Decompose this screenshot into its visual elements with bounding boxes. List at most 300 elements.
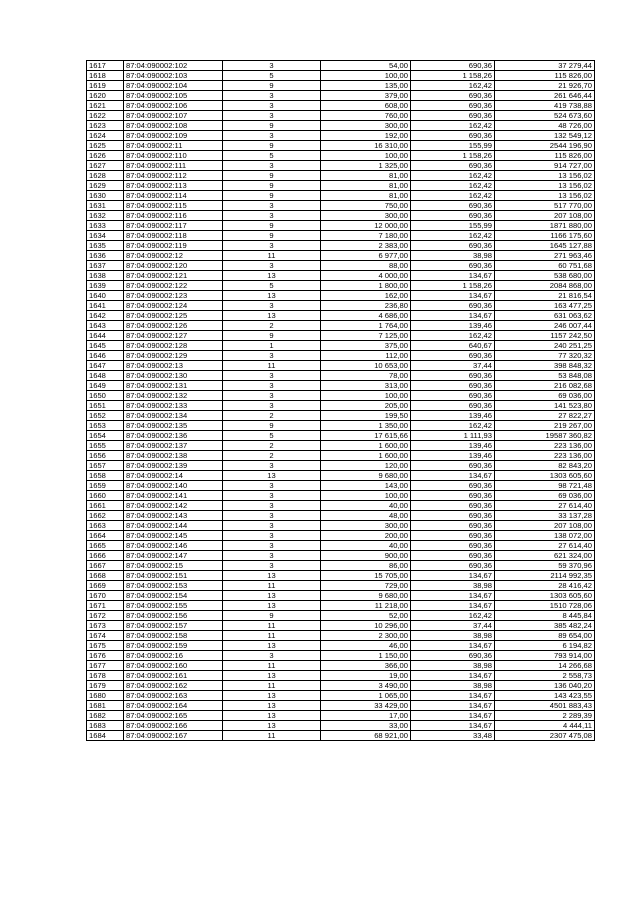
specific-value-cell: 690,36: [411, 371, 495, 381]
area-cell: 199,50: [321, 411, 411, 421]
table-row: [87, 711, 595, 721]
group-cell: 3: [223, 211, 321, 221]
row-number-cell: 1625: [87, 141, 124, 151]
cadastral-number-cell: 87:04:090002:111: [124, 161, 223, 171]
area-cell: 48,00: [321, 511, 411, 521]
table-row: [87, 661, 595, 671]
area-cell: 52,00: [321, 611, 411, 621]
row-number-cell: 1675: [87, 641, 124, 651]
row-number-cell: 1628: [87, 171, 124, 181]
cadastral-value-cell: 6 194,82: [495, 641, 595, 651]
table-row: [87, 131, 595, 141]
cadastral-value-cell: 1510 728,06: [495, 601, 595, 611]
cadastral-value-cell: 136 040,20: [495, 681, 595, 691]
cadastral-value-cell: 69 036,00: [495, 391, 595, 401]
area-cell: 100,00: [321, 491, 411, 501]
cadastral-value-cell: 28 416,42: [495, 581, 595, 591]
cadastral-number-cell: 87:04:090002:155: [124, 601, 223, 611]
row-number-cell: 1631: [87, 201, 124, 211]
group-cell: 3: [223, 261, 321, 271]
group-cell: 3: [223, 541, 321, 551]
cadastral-value-cell: 141 523,80: [495, 401, 595, 411]
table-row: [87, 681, 595, 691]
cadastral-value-cell: 21 816,54: [495, 291, 595, 301]
cadastral-number-cell: 87:04:090002:136: [124, 431, 223, 441]
group-cell: 3: [223, 91, 321, 101]
group-cell: 3: [223, 501, 321, 511]
group-cell: 3: [223, 301, 321, 311]
group-cell: 13: [223, 471, 321, 481]
group-cell: 11: [223, 361, 321, 371]
group-cell: 13: [223, 671, 321, 681]
row-number-cell: 1622: [87, 111, 124, 121]
specific-value-cell: 690,36: [411, 131, 495, 141]
cadastral-number-cell: 87:04:090002:129: [124, 351, 223, 361]
cadastral-number-cell: 87:04:090002:116: [124, 211, 223, 221]
cadastral-value-cell: 13 156,02: [495, 191, 595, 201]
area-cell: 760,00: [321, 111, 411, 121]
cadastral-value-cell: 2084 868,00: [495, 281, 595, 291]
area-cell: 88,00: [321, 261, 411, 271]
group-cell: 9: [223, 421, 321, 431]
group-cell: 3: [223, 381, 321, 391]
cadastral-value-cell: 53 848,08: [495, 371, 595, 381]
cadastral-number-cell: 87:04:090002:109: [124, 131, 223, 141]
cadastral-value-cell: 60 751,68: [495, 261, 595, 271]
table-row: [87, 531, 595, 541]
cadastral-value-cell: 2544 196,90: [495, 141, 595, 151]
row-number-cell: 1649: [87, 381, 124, 391]
cadastral-value-cell: 1157 242,50: [495, 331, 595, 341]
group-cell: 13: [223, 721, 321, 731]
cadastral-number-cell: 87:04:090002:165: [124, 711, 223, 721]
cadastral-value-cell: 1166 175,60: [495, 231, 595, 241]
group-cell: 3: [223, 651, 321, 661]
row-number-cell: 1653: [87, 421, 124, 431]
area-cell: 17,00: [321, 711, 411, 721]
group-cell: 3: [223, 551, 321, 561]
specific-value-cell: 690,36: [411, 521, 495, 531]
table-row: [87, 61, 595, 71]
table-row: [87, 571, 595, 581]
cadastral-number-cell: 87:04:090002:118: [124, 231, 223, 241]
area-cell: 300,00: [321, 211, 411, 221]
row-number-cell: 1630: [87, 191, 124, 201]
cadastral-number-cell: 87:04:090002:137: [124, 441, 223, 451]
group-cell: 3: [223, 131, 321, 141]
table-row: [87, 201, 595, 211]
cadastral-value-cell: 1871 880,00: [495, 221, 595, 231]
group-cell: 3: [223, 101, 321, 111]
cadastral-value-cell: 207 108,00: [495, 211, 595, 221]
row-number-cell: 1666: [87, 551, 124, 561]
specific-value-cell: 690,36: [411, 551, 495, 561]
specific-value-cell: 134,67: [411, 471, 495, 481]
area-cell: 1 350,00: [321, 421, 411, 431]
table-row: [87, 401, 595, 411]
area-cell: 81,00: [321, 171, 411, 181]
area-cell: 16 310,00: [321, 141, 411, 151]
cadastral-number-cell: 87:04:090002:15: [124, 561, 223, 571]
table-row: [87, 581, 595, 591]
cadastral-number-cell: 87:04:090002:151: [124, 571, 223, 581]
area-cell: 143,00: [321, 481, 411, 491]
specific-value-cell: 134,67: [411, 311, 495, 321]
row-number-cell: 1679: [87, 681, 124, 691]
row-number-cell: 1657: [87, 461, 124, 471]
cadastral-value-cell: 1645 127,88: [495, 241, 595, 251]
cadastral-value-cell: 8 445,84: [495, 611, 595, 621]
row-number-cell: 1680: [87, 691, 124, 701]
area-cell: 2 383,00: [321, 241, 411, 251]
group-cell: 11: [223, 661, 321, 671]
specific-value-cell: 690,36: [411, 481, 495, 491]
cadastral-value-cell: 19587 360,82: [495, 431, 595, 441]
cadastral-value-cell: 793 914,00: [495, 651, 595, 661]
table-row: [87, 161, 595, 171]
table-row: [87, 631, 595, 641]
area-cell: 10 296,00: [321, 621, 411, 631]
cadastral-value-cell: 517 770,00: [495, 201, 595, 211]
group-cell: 3: [223, 161, 321, 171]
area-cell: 1 325,00: [321, 161, 411, 171]
area-cell: 81,00: [321, 191, 411, 201]
area-cell: 3 490,00: [321, 681, 411, 691]
specific-value-cell: 640,67: [411, 341, 495, 351]
group-cell: 11: [223, 581, 321, 591]
cadastral-value-cell: 246 007,44: [495, 321, 595, 331]
area-cell: 100,00: [321, 391, 411, 401]
cadastral-number-cell: 87:04:090002:161: [124, 671, 223, 681]
group-cell: 2: [223, 441, 321, 451]
area-cell: 1 600,00: [321, 441, 411, 451]
cadastral-number-cell: 87:04:090002:105: [124, 91, 223, 101]
group-cell: 11: [223, 731, 321, 741]
cadastral-value-cell: 621 324,00: [495, 551, 595, 561]
group-cell: 3: [223, 561, 321, 571]
cadastral-number-cell: 87:04:090002:147: [124, 551, 223, 561]
group-cell: 3: [223, 61, 321, 71]
area-cell: 68 921,00: [321, 731, 411, 741]
group-cell: 5: [223, 151, 321, 161]
cadastral-value-cell: 419 738,88: [495, 101, 595, 111]
specific-value-cell: 690,36: [411, 391, 495, 401]
cadastral-value-cell: 398 848,32: [495, 361, 595, 371]
specific-value-cell: 134,67: [411, 701, 495, 711]
area-cell: 100,00: [321, 151, 411, 161]
group-cell: 2: [223, 321, 321, 331]
cadastral-number-cell: 87:04:090002:159: [124, 641, 223, 651]
area-cell: 6 977,00: [321, 251, 411, 261]
specific-value-cell: 38,98: [411, 581, 495, 591]
cadastral-value-cell: 13 156,02: [495, 171, 595, 181]
cadastral-value-cell: 207 108,00: [495, 521, 595, 531]
specific-value-cell: 162,42: [411, 191, 495, 201]
row-number-cell: 1635: [87, 241, 124, 251]
specific-value-cell: 690,36: [411, 211, 495, 221]
cadastral-number-cell: 87:04:090002:112: [124, 171, 223, 181]
cadastral-value-cell: 223 136,00: [495, 441, 595, 451]
group-cell: 9: [223, 171, 321, 181]
group-cell: 11: [223, 631, 321, 641]
cadastral-value-cell: 37 279,44: [495, 61, 595, 71]
area-cell: 4 000,00: [321, 271, 411, 281]
cadastral-number-cell: 87:04:090002:163: [124, 691, 223, 701]
group-cell: 9: [223, 191, 321, 201]
table-row: [87, 721, 595, 731]
table-row: [87, 101, 595, 111]
specific-value-cell: 690,36: [411, 491, 495, 501]
cadastral-value-cell: 216 082,68: [495, 381, 595, 391]
row-number-cell: 1645: [87, 341, 124, 351]
table-row: [87, 341, 595, 351]
cadastral-number-cell: 87:04:090002:144: [124, 521, 223, 531]
specific-value-cell: 690,36: [411, 91, 495, 101]
row-number-cell: 1623: [87, 121, 124, 131]
row-number-cell: 1651: [87, 401, 124, 411]
cadastral-value-cell: 223 136,00: [495, 451, 595, 461]
specific-value-cell: 1 158,26: [411, 71, 495, 81]
specific-value-cell: 162,42: [411, 611, 495, 621]
cadastral-value-cell: 261 646,44: [495, 91, 595, 101]
cadastral-number-cell: 87:04:090002:114: [124, 191, 223, 201]
cadastral-number-cell: 87:04:090002:125: [124, 311, 223, 321]
specific-value-cell: 162,42: [411, 421, 495, 431]
specific-value-cell: 134,67: [411, 721, 495, 731]
row-number-cell: 1646: [87, 351, 124, 361]
table-row: [87, 291, 595, 301]
row-number-cell: 1626: [87, 151, 124, 161]
cadastral-value-cell: 27 614,40: [495, 541, 595, 551]
table-row: [87, 601, 595, 611]
specific-value-cell: 1 158,26: [411, 281, 495, 291]
specific-value-cell: 139,46: [411, 411, 495, 421]
area-cell: 10 653,00: [321, 361, 411, 371]
cadastral-number-cell: 87:04:090002:127: [124, 331, 223, 341]
cadastral-value-cell: 48 726,00: [495, 121, 595, 131]
group-cell: 3: [223, 351, 321, 361]
row-number-cell: 1668: [87, 571, 124, 581]
table-row: [87, 691, 595, 701]
specific-value-cell: 139,46: [411, 321, 495, 331]
cadastral-value-cell: 59 370,96: [495, 561, 595, 571]
group-cell: 3: [223, 491, 321, 501]
table-row: [87, 301, 595, 311]
group-cell: 2: [223, 411, 321, 421]
cadastral-value-cell: 538 680,00: [495, 271, 595, 281]
row-number-cell: 1621: [87, 101, 124, 111]
table-row: [87, 651, 595, 661]
cadastral-value-cell: 115 826,00: [495, 71, 595, 81]
row-number-cell: 1664: [87, 531, 124, 541]
table-row: [87, 561, 595, 571]
row-number-cell: 1669: [87, 581, 124, 591]
cadastral-number-cell: 87:04:090002:102: [124, 61, 223, 71]
cadastral-number-cell: 87:04:090002:113: [124, 181, 223, 191]
table-row: [87, 191, 595, 201]
row-number-cell: 1673: [87, 621, 124, 631]
area-cell: 15 705,00: [321, 571, 411, 581]
cadastral-value-cell: 89 654,00: [495, 631, 595, 641]
group-cell: 3: [223, 511, 321, 521]
table-row: [87, 671, 595, 681]
table-row: [87, 71, 595, 81]
cadastral-number-cell: 87:04:090002:130: [124, 371, 223, 381]
cadastral-number-cell: 87:04:090002:145: [124, 531, 223, 541]
area-cell: 205,00: [321, 401, 411, 411]
cadastral-value-cell: 4 444,11: [495, 721, 595, 731]
cadastral-number-cell: 87:04:090002:146: [124, 541, 223, 551]
cadastral-number-cell: 87:04:090002:158: [124, 631, 223, 641]
row-number-cell: 1618: [87, 71, 124, 81]
table-row: [87, 221, 595, 231]
area-cell: 33,00: [321, 721, 411, 731]
table-row: [87, 451, 595, 461]
group-cell: 3: [223, 391, 321, 401]
cadastral-number-cell: 87:04:090002:12: [124, 251, 223, 261]
specific-value-cell: 155,99: [411, 141, 495, 151]
specific-value-cell: 690,36: [411, 541, 495, 551]
cadastral-value-cell: 2114 992,35: [495, 571, 595, 581]
cadastral-value-cell: 914 727,00: [495, 161, 595, 171]
row-number-cell: 1665: [87, 541, 124, 551]
row-number-cell: 1637: [87, 261, 124, 271]
cadastral-value-table: [86, 60, 595, 741]
specific-value-cell: 134,67: [411, 601, 495, 611]
area-cell: 17 615,66: [321, 431, 411, 441]
cadastral-value-cell: 1303 605,60: [495, 471, 595, 481]
group-cell: 3: [223, 531, 321, 541]
row-number-cell: 1633: [87, 221, 124, 231]
area-cell: 1 800,00: [321, 281, 411, 291]
area-cell: 86,00: [321, 561, 411, 571]
specific-value-cell: 37,44: [411, 621, 495, 631]
cadastral-value-cell: 2307 475,08: [495, 731, 595, 741]
table-row: [87, 641, 595, 651]
row-number-cell: 1647: [87, 361, 124, 371]
row-number-cell: 1683: [87, 721, 124, 731]
area-cell: 366,00: [321, 661, 411, 671]
row-number-cell: 1629: [87, 181, 124, 191]
row-number-cell: 1671: [87, 601, 124, 611]
row-number-cell: 1652: [87, 411, 124, 421]
row-number-cell: 1660: [87, 491, 124, 501]
area-cell: 379,00: [321, 91, 411, 101]
cadastral-number-cell: 87:04:090002:132: [124, 391, 223, 401]
row-number-cell: 1662: [87, 511, 124, 521]
area-cell: 162,00: [321, 291, 411, 301]
row-number-cell: 1656: [87, 451, 124, 461]
cadastral-value-cell: 14 266,68: [495, 661, 595, 671]
specific-value-cell: 690,36: [411, 651, 495, 661]
row-number-cell: 1624: [87, 131, 124, 141]
table-row: [87, 111, 595, 121]
cadastral-number-cell: 87:04:090002:122: [124, 281, 223, 291]
cadastral-value-cell: 240 251,25: [495, 341, 595, 351]
area-cell: 192,00: [321, 131, 411, 141]
group-cell: 11: [223, 621, 321, 631]
table-row: [87, 511, 595, 521]
table-row: [87, 351, 595, 361]
specific-value-cell: 38,98: [411, 681, 495, 691]
row-number-cell: 1642: [87, 311, 124, 321]
table-row: [87, 91, 595, 101]
group-cell: 1: [223, 341, 321, 351]
cadastral-number-cell: 87:04:090002:103: [124, 71, 223, 81]
table-row: [87, 151, 595, 161]
group-cell: 5: [223, 281, 321, 291]
specific-value-cell: 38,98: [411, 251, 495, 261]
area-cell: 608,00: [321, 101, 411, 111]
row-number-cell: 1678: [87, 671, 124, 681]
table-row: [87, 541, 595, 551]
specific-value-cell: 162,42: [411, 231, 495, 241]
area-cell: 7 180,00: [321, 231, 411, 241]
cadastral-number-cell: 87:04:090002:106: [124, 101, 223, 111]
group-cell: 3: [223, 521, 321, 531]
row-number-cell: 1663: [87, 521, 124, 531]
cadastral-number-cell: 87:04:090002:131: [124, 381, 223, 391]
row-number-cell: 1655: [87, 441, 124, 451]
row-number-cell: 1659: [87, 481, 124, 491]
cadastral-number-cell: 87:04:090002:143: [124, 511, 223, 521]
group-cell: 9: [223, 221, 321, 231]
cadastral-value-cell: 143 423,55: [495, 691, 595, 701]
row-number-cell: 1650: [87, 391, 124, 401]
cadastral-number-cell: 87:04:090002:134: [124, 411, 223, 421]
table-row: [87, 501, 595, 511]
cadastral-number-cell: 87:04:090002:16: [124, 651, 223, 661]
specific-value-cell: 155,99: [411, 221, 495, 231]
specific-value-cell: 1 111,93: [411, 431, 495, 441]
cadastral-number-cell: 87:04:090002:140: [124, 481, 223, 491]
cadastral-number-cell: 87:04:090002:119: [124, 241, 223, 251]
table-row: [87, 611, 595, 621]
group-cell: 9: [223, 81, 321, 91]
specific-value-cell: 162,42: [411, 181, 495, 191]
table-row: [87, 171, 595, 181]
specific-value-cell: 134,67: [411, 271, 495, 281]
table-row: [87, 731, 595, 741]
area-cell: 40,00: [321, 541, 411, 551]
table-row: [87, 211, 595, 221]
cadastral-number-cell: 87:04:090002:154: [124, 591, 223, 601]
specific-value-cell: 690,36: [411, 201, 495, 211]
cadastral-value-cell: 219 267,00: [495, 421, 595, 431]
specific-value-cell: 38,98: [411, 661, 495, 671]
table-row: [87, 521, 595, 531]
table-row: [87, 321, 595, 331]
area-cell: 100,00: [321, 71, 411, 81]
group-cell: 3: [223, 201, 321, 211]
row-number-cell: 1636: [87, 251, 124, 261]
group-cell: 13: [223, 711, 321, 721]
row-number-cell: 1620: [87, 91, 124, 101]
specific-value-cell: 139,46: [411, 441, 495, 451]
group-cell: 9: [223, 331, 321, 341]
cadastral-number-cell: 87:04:090002:164: [124, 701, 223, 711]
specific-value-cell: 690,36: [411, 111, 495, 121]
group-cell: 13: [223, 701, 321, 711]
table-row: [87, 491, 595, 501]
table-row: [87, 591, 595, 601]
table-row: [87, 701, 595, 711]
table-row: [87, 551, 595, 561]
group-cell: 3: [223, 461, 321, 471]
row-number-cell: 1674: [87, 631, 124, 641]
specific-value-cell: 134,67: [411, 291, 495, 301]
cadastral-number-cell: 87:04:090002:124: [124, 301, 223, 311]
